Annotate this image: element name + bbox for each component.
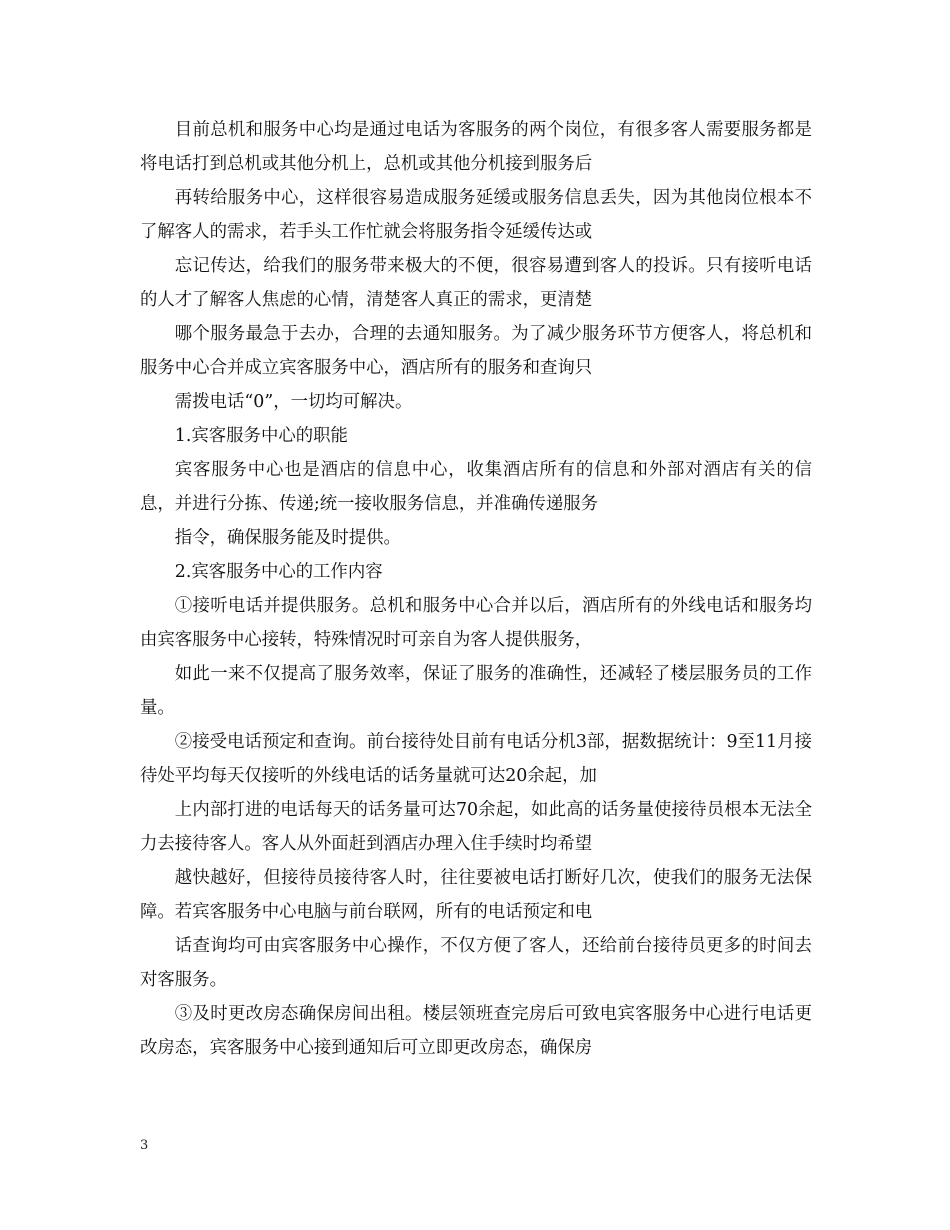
paragraph-14: ③及时更改房态确保房间出租。楼层领班查完房后可致电宾客服务中心进行电话更改房态，宾客服务中心接到通知后可立即更改房态，确保房 [140, 1004, 812, 1058]
section-heading-1: 1.宾客服务中心的职能 [174, 426, 348, 446]
paragraph-9: 如此一来不仅提高了服务效率，保证了服务的准确性，还减轻了楼层服务员的工作量。 [140, 664, 812, 718]
paragraph-8: ①接听电话并提供服务。总机和服务中心合并以后，酒店所有的外线电话和服务均由宾客服务中心接转，特殊情况时可亲自为客人提供服务， [140, 596, 812, 650]
page-number: 3 [140, 1138, 149, 1153]
paragraph-12: 越快越好，但接待员接待客人时，往往要被电话打断好几次，使我们的服务无法保障。若宾客服务中心电脑与前台联网，所有的电话预定和电 [140, 868, 812, 922]
section-heading-2: 2.宾客服务中心的工作内容 [174, 562, 383, 582]
paragraph-3: 忘记传达，给我们的服务带来极大的不便，很容易遭到客人的投诉。只有接听电话的人才了解客人焦虑的心情，清楚客人真正的需求，更清楚 [140, 256, 812, 310]
paragraph-7: 指令，确保服务能及时提供。 [174, 528, 401, 548]
paragraph-6: 宾客服务中心也是酒店的信息中心，收集酒店所有的信息和外部对酒店有关的信息，并进行分拣、传递;统一接收服务信息，并准确传递服务 [140, 460, 812, 514]
paragraph-13: 话查询均可由宾客服务中心操作，不仅方便了客人，还给前台接待员更多的时间去对客服务。 [140, 936, 812, 990]
paragraph-2: 再转给服务中心，这样很容易造成服务延缓或服务信息丢失，因为其他岗位根本不了解客人的需求，若手头工作忙就会将服务指令延缓传达或 [140, 188, 812, 242]
paragraph-4: 哪个服务最急于去办，合理的去通知服务。为了减少服务环节方便客人，将总机和服务中心合并成立宾客服务中心，酒店所有的服务和查询只 [140, 324, 812, 378]
document-body [140, 113, 812, 1065]
paragraph-1: 目前总机和服务中心均是通过电话为客服务的两个岗位，有很多客人需要服务都是将电话打到总机或其他分机上，总机或其他分机接到服务后 [140, 120, 812, 174]
paragraph-11: 上内部打进的电话每天的话务量可达70余起，如此高的话务量使接待员根本无法全力去接待客人。客人从外面赶到酒店办理入住手续时均希望 [140, 800, 812, 854]
paragraph-5: 需拨电话“0”，一切均可解决。 [174, 392, 413, 412]
paragraph-10: ②接受电话预定和查询。前台接待处目前有电话分机3部，据数据统计：9至11月接待处平均每天仅接听的外线电话的话务量就可达20余起，加 [140, 732, 812, 786]
